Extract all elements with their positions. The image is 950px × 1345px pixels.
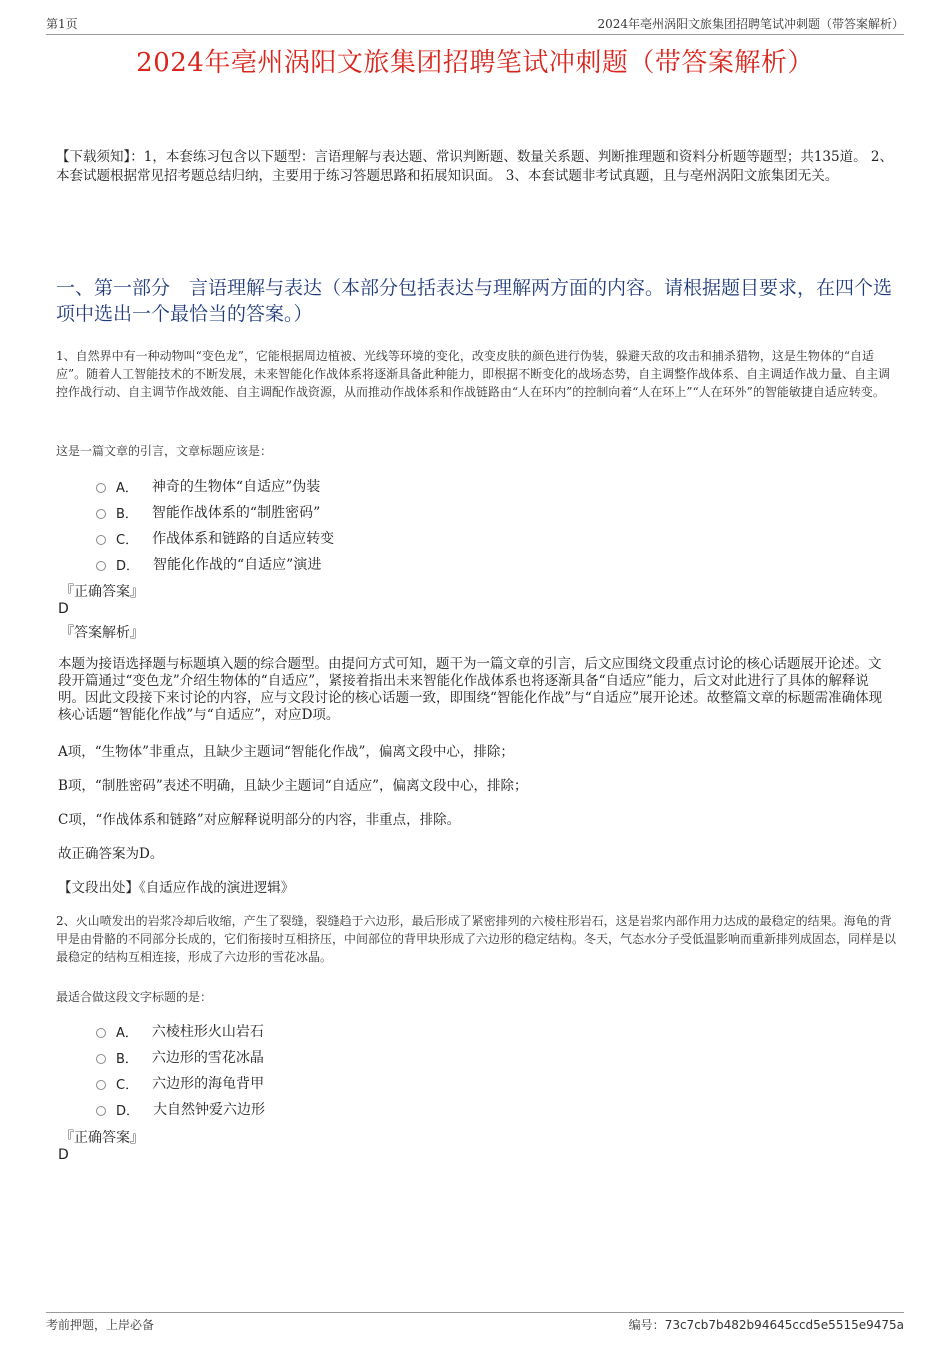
option-text: 六边形的海龟背甲 [152,1076,265,1092]
option-letter: D． [116,1103,140,1119]
answer-value: D [58,601,69,617]
option-text: 智能化作战的“自适应”演进 [153,557,322,573]
option-letter: A． [116,480,138,496]
option-text: 六边形的雪花冰晶 [151,1050,264,1066]
code-value: 73c7cb7b482b94645ccd5e5515e9475a [664,1318,904,1332]
question-2-text: 2、火山喷发出的岩浆冷却后收缩，产生了裂缝，裂缝趋于六边形，最后形成了紧密排列的六棱柱形岩石，这是岩浆内部作用力达成的最稳定的结果。海龟的背甲是由骨骼的不同部分长成的，它们衔接时互相挤压，中间部位的背甲块形成了六边形的稳定结构。冬天，气态水分子受低温影响而重新排列成固态，同样是以最稳定的结构互相连接，形成了六边形的雪花冰晶。 [56,914,897,964]
analysis-paragraph: 本题为接语选择题与标题填入题的综合题型。由提问方式可知，题干为一篇文章的引言，后文应围绕文段重点讨论的核心话题展开论述。文段开篇通过“变色龙”介绍生物体的“自适应”，紧接着指出未来智能化作战体系也将逐渐具备“自适应”能力，后文对此进行了具体的解释说明。因此文段接下来讨论的内容，应与文段讨论的核心话题一致，即围绕“智能化作战”与“自适应”展开论述。故整篇文章的标题需准确体现核心话题“智能化作战”与“自适应”，对应D项。 [58,656,883,723]
option-c[interactable] [96,525,334,551]
download-notice: 【下载须知】：1，本套练习包含以下题型：言语理解与表达题、常识判断题、数量关系题、判断推理题和资料分析题等题型；共135道。 2、本套试题根据常见招考题总结归纳，主要用于练习答题思路和拓展知识面。 3、本套试题非考试真题，且与亳州涡阳文旅集团无关。 [56,149,893,184]
option-letter: C． [116,1077,139,1093]
radio-icon[interactable] [96,483,106,493]
radio-icon[interactable] [96,535,106,545]
option-a[interactable] [96,473,334,499]
radio-icon[interactable] [96,1028,106,1038]
option-text: 智能作战体系的“制胜密码” [151,505,321,521]
option-text: 作战体系和链路的自适应转变 [152,531,335,547]
question-2-options [96,1018,265,1122]
answer-label: 『正确答案』 [60,1130,144,1146]
radio-icon[interactable] [96,1106,106,1116]
option-c[interactable] [96,1070,265,1096]
option-text: 大自然钟爱六边形 [153,1102,266,1118]
header-doc-title: 2024年亳州涡阳文旅集团招聘笔试冲刺题（带答案解析） [597,17,904,31]
analysis-line-c: C项，“作战体系和链路”对应解释说明部分的内容，非重点，排除。 [58,812,461,828]
page-header [46,12,904,35]
radio-icon[interactable] [96,1054,106,1064]
source-citation: 【文段出处】《自适应作战的演进逻辑》 [58,880,295,896]
radio-icon[interactable] [96,509,106,519]
option-letter: D． [116,558,140,574]
option-letter: B． [116,506,138,522]
radio-icon[interactable] [96,1080,106,1090]
analysis-line-b: B项，“制胜密码”表述不明确，且缺少主题词“自适应”，偏离文段中心，排除； [58,778,528,794]
question-1-text: 1、自然界中有一种动物叫“变色龙”，它能根据周边植被、光线等环境的变化，改变皮肤的颜色进行伪装，躲避天敌的攻击和捕杀猎物，这是生物体的“自适应”。随着人工智能技术的不断发展，未来智能化作战体系将逐渐具备此种能力，即根据不断变化的战场态势，自主调整作战体系、自主调适作战力量、自主调控作战行动、自主调节作战效能、自主调配作战资源，从而推动作战体系和作战链路由“人在环内”的控制向着“人在环上”“人在环外”的智能敏捷自适应转变。 [56,349,891,399]
option-b[interactable] [96,1044,265,1070]
footer-slogan: 考前押题，上岸必备 [46,1318,155,1332]
section-heading: 一、第一部分 言语理解与表达（本部分包括表达与理解两方面的内容。请根据题目要求，在四个选项中选出一个最恰当的答案。） [56,277,893,325]
option-letter: C． [116,532,139,548]
answer-label: 『正确答案』 [60,584,144,600]
option-d[interactable] [96,1096,265,1122]
page-number: 第1页 [46,17,78,31]
option-letter: A． [116,1025,138,1041]
document-title: 2024年亳州涡阳文旅集团招聘笔试冲刺题（带答案解析） [136,48,814,78]
answer-value: D [58,1147,69,1163]
analysis-conclusion: 故正确答案为D。 [58,846,164,862]
document-code [629,1316,904,1333]
option-text: 神奇的生物体“自适应”伪装 [151,479,321,495]
radio-icon[interactable] [96,561,106,571]
option-b[interactable] [96,499,334,525]
question-2-stem: 最适合做这段文字标题的是： [56,990,213,1004]
analysis-label: 『答案解析』 [60,625,144,641]
option-d[interactable] [96,551,334,577]
question-1-options [96,473,334,577]
option-text: 六棱柱形火山岩石 [151,1024,264,1040]
option-letter: B． [116,1051,138,1067]
question-1-stem: 这是一篇文章的引言，文章标题应该是： [56,444,273,458]
option-a[interactable] [96,1018,265,1044]
page-footer [46,1312,904,1338]
code-label: 编号： [628,1318,665,1332]
analysis-line-a: A项，“生物体”非重点，且缺少主题词“智能化作战”，偏离文段中心，排除； [58,744,514,760]
